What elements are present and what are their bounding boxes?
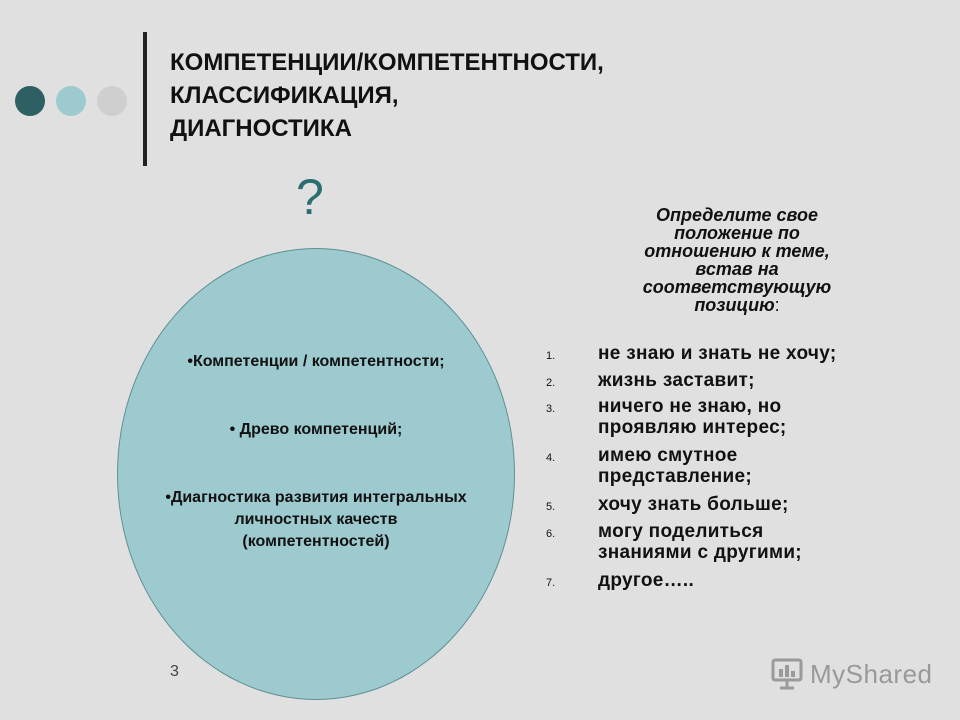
decor-dot-dark (15, 86, 45, 116)
list-item-text (598, 343, 898, 364)
question-mark: ? (296, 169, 324, 225)
instruction-line: позицию (694, 295, 775, 315)
ellipse-item-diagnostics-line2: личностных качеств (234, 511, 398, 528)
ellipse-item-competencies: •Компетенции / компетентности; (187, 353, 445, 370)
list-item-number: 2. (546, 377, 556, 389)
title-divider (143, 32, 147, 166)
instruction-line: соответствующую (642, 277, 832, 297)
list-item-text (598, 445, 898, 487)
instruction-line: встав на (695, 259, 779, 279)
list-item-line: не знаю и знать не хочу; (598, 343, 837, 364)
list-item-text (598, 570, 898, 591)
list-item-line: другое….. (598, 570, 695, 591)
instruction-colon: : (774, 295, 780, 315)
list-item-line: хочу знать больше; (598, 494, 789, 515)
instruction-text (608, 206, 866, 314)
list-item-line: жизнь заставит; (598, 370, 755, 391)
list-item-number: 4. (546, 452, 556, 464)
instruction-line: Определите свое (656, 205, 818, 225)
list-item-line: знаниями с другими; (598, 542, 802, 563)
list-item-number: 6. (546, 528, 556, 540)
title-line-1: КОМПЕТЕНЦИИ/КОМПЕТЕНТНОСТИ, (170, 49, 604, 76)
list-item-number: 5. (546, 501, 556, 513)
presentation-board-icon (770, 657, 804, 691)
instruction-line: отношению к теме, (644, 241, 830, 261)
title-line-3: ДИАГНОСТИКА (170, 115, 352, 142)
list-item-line: проявляю интерес; (598, 417, 787, 438)
ellipse-item-diagnostics-line1: •Диагностика развития интегральных (165, 489, 467, 506)
list-item-line: имею смутное (598, 445, 738, 466)
list-item-text (598, 494, 898, 515)
slide-number: 3 (170, 663, 179, 680)
list-item-number: 3. (546, 403, 556, 415)
title-line-2: КЛАССИФИКАЦИЯ, (170, 82, 399, 109)
ellipse-item-tree: • Древо компетенций; (229, 421, 403, 438)
list-item-line: представление; (598, 466, 752, 487)
list-item-number: 7. (546, 577, 556, 589)
decor-dot-grey (97, 86, 127, 116)
logo[interactable] (770, 655, 933, 695)
list-item-line: ничего не знаю, но (598, 396, 782, 417)
list-item-line: могу поделиться (598, 521, 764, 542)
list-item-number: 1. (546, 350, 556, 362)
list-item-text (598, 521, 898, 563)
ellipse-item-diagnostics-line3: (компетентностей) (242, 533, 390, 550)
instruction-line: положение по (674, 223, 800, 243)
slide-title (170, 46, 930, 145)
instruction-line-last (608, 296, 866, 314)
decor-dot-teal (56, 86, 86, 116)
list-item-text (598, 396, 898, 438)
logo-text: MyShared (810, 659, 933, 689)
topics-ellipse (117, 248, 515, 700)
list-item-text (598, 370, 898, 391)
